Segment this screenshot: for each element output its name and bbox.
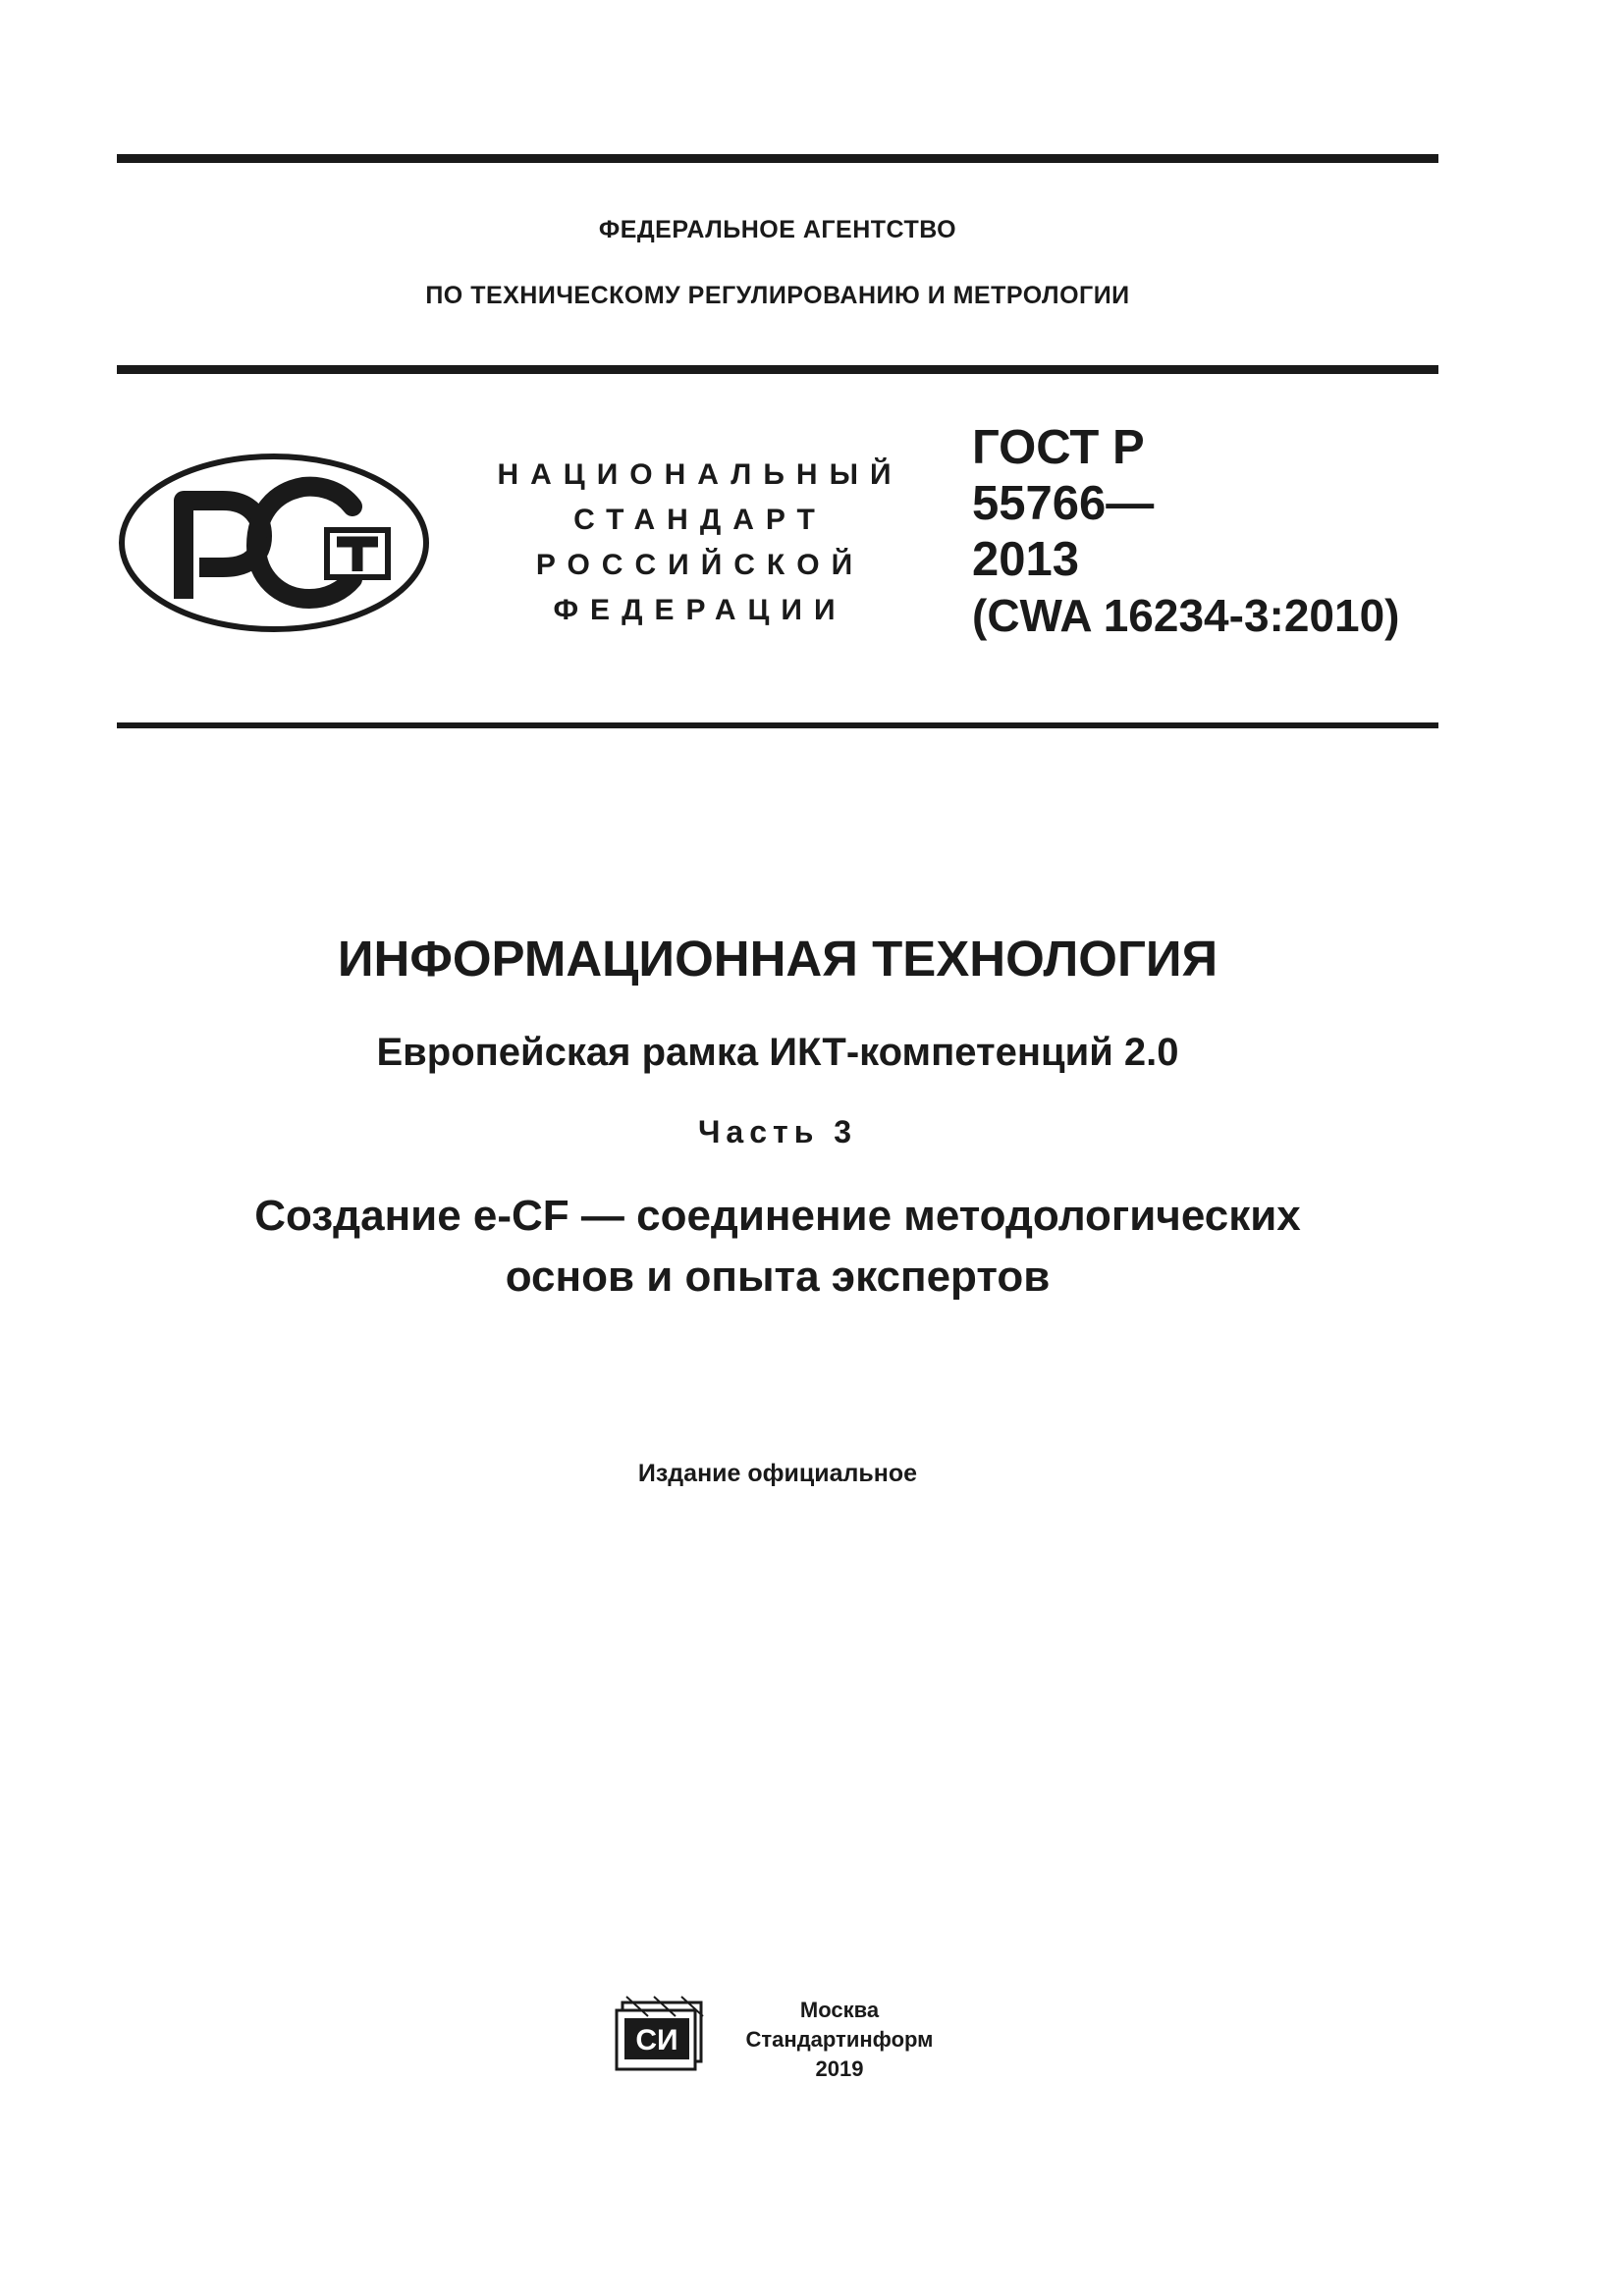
standard-number-line-4: (CWA 16234-3:2010) [972,590,1400,641]
edition-note: Издание официальное [637,1460,918,1487]
national-standard-line-3: РОССИЙСКОЙ [535,549,865,581]
section-rule [117,722,1438,728]
national-standard-line-4: ФЕДЕРАЦИИ [553,594,847,626]
publisher-year: 2019 [815,2056,864,2081]
agency-line-2: ПО ТЕХНИЧЕСКОМУ РЕГУЛИРОВАНИЮ И МЕТРОЛОГИИ [425,282,1130,309]
rst-emblem-icon [117,450,431,636]
standard-number-line-3: 2013 [972,533,1080,586]
document-title: ИНФОРМАЦИОННАЯ ТЕХНОЛОГИЯ [337,931,1218,987]
standard-number-block [972,420,1443,644]
publisher-city: Москва [799,1998,880,2022]
top-rule [117,154,1438,163]
part-title-line-1: Создание e-CF — соединение методологических [254,1192,1301,1240]
national-standard-line-2: СТАНДАРТ [573,504,827,536]
publisher-logo [615,1993,709,2071]
agency-line-1: ФЕДЕРАЛЬНОЕ АГЕНТСТВО [598,216,957,243]
national-standard-line-1: НАЦИОНАЛЬНЫЙ [497,458,903,491]
standard-number-line-2: 55766— [972,477,1155,530]
document-subtitle: Европейская рамка ИКТ-компетенций 2.0 [376,1031,1179,1074]
standartinform-logo-icon [615,1993,709,2071]
part-number: Часть 3 [697,1114,858,1149]
national-standard-block [469,453,931,633]
header-rule [117,365,1438,374]
rst-emblem [117,450,431,636]
publisher-logo-text: СИ [635,2024,678,2056]
part-title-line-2: основ и опыта экспертов [505,1253,1051,1301]
standard-number-line-1: ГОСТ Р [972,421,1145,474]
part-title [117,1186,1438,1308]
publisher-name: Стандартинформ [745,2027,934,2052]
publisher-block [727,1996,952,2084]
